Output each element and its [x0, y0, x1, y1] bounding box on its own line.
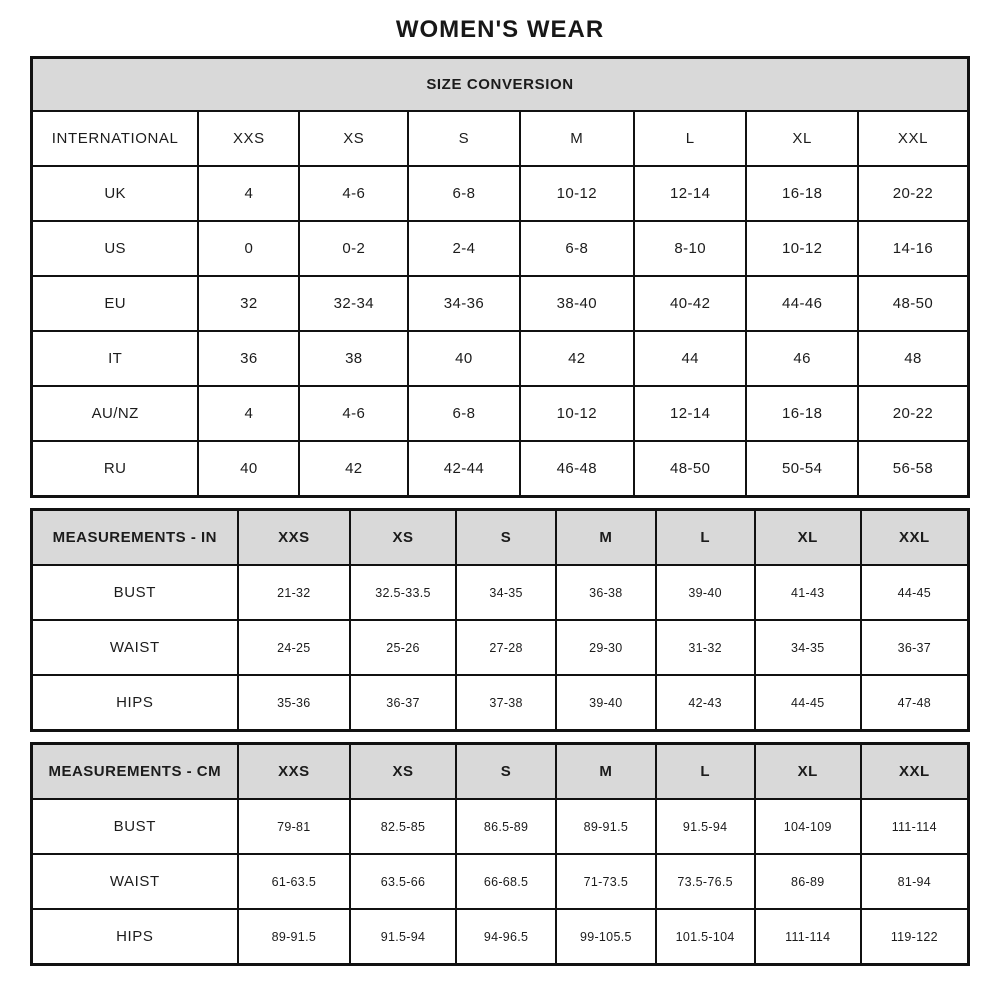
measurement-value: 21-32 [238, 565, 350, 620]
column-header-l: L [656, 510, 755, 566]
column-header-xs: XS [350, 510, 456, 566]
size-value: 8-10 [634, 221, 746, 276]
column-header-xxl: XXL [861, 744, 969, 800]
size-value: 46-48 [520, 441, 634, 497]
measurement-value: 99-105.5 [556, 909, 655, 965]
size-value: 0 [198, 221, 299, 276]
measurement-value: 111-114 [861, 799, 969, 854]
size-value: 10-12 [520, 166, 634, 221]
size-value: 2-4 [408, 221, 520, 276]
measurements-in-table [30, 508, 970, 732]
size-value: 12-14 [634, 166, 746, 221]
size-value: 10-12 [746, 221, 858, 276]
column-header-xl: XL [755, 510, 861, 566]
size-value: 16-18 [746, 386, 858, 441]
table-row-us [32, 221, 969, 276]
table-row-bust-in [32, 565, 969, 620]
measurement-value: 79-81 [238, 799, 350, 854]
measurement-value: 44-45 [755, 675, 861, 731]
measurement-value: 34-35 [755, 620, 861, 675]
size-value: 16-18 [746, 166, 858, 221]
measurement-value: 44-45 [861, 565, 969, 620]
size-value: 46 [746, 331, 858, 386]
size-value: 44-46 [746, 276, 858, 331]
table-row-ru [32, 441, 969, 497]
measurement-value: 91.5-94 [656, 799, 755, 854]
row-label: UK [32, 166, 199, 221]
column-header-xxs: XXS [238, 510, 350, 566]
row-label: BUST [32, 799, 238, 854]
size-value: 38 [299, 331, 408, 386]
size-value: 4-6 [299, 386, 408, 441]
row-label: WAIST [32, 854, 238, 909]
table-row-hips-cm [32, 909, 969, 965]
measurement-value: 29-30 [556, 620, 655, 675]
measurement-value: 89-91.5 [238, 909, 350, 965]
row-label: HIPS [32, 909, 238, 965]
column-header-s: S [456, 744, 556, 800]
table-row-eu [32, 276, 969, 331]
row-label: HIPS [32, 675, 238, 731]
table-row-uk [32, 166, 969, 221]
column-header-s: S [456, 510, 556, 566]
measurement-value: 35-36 [238, 675, 350, 731]
column-header-xxl: XXL [861, 510, 969, 566]
size-value: 32 [198, 276, 299, 331]
measurement-value: 39-40 [556, 675, 655, 731]
measurement-value: 36-38 [556, 565, 655, 620]
measurements-cm-title: MEASUREMENTS - CM [32, 744, 238, 800]
size-value: 32-34 [299, 276, 408, 331]
measurement-value: 119-122 [861, 909, 969, 965]
table-row-bust-cm [32, 799, 969, 854]
column-header-international: INTERNATIONAL [32, 111, 199, 166]
size-value: 44 [634, 331, 746, 386]
size-conversion-title: SIZE CONVERSION [32, 58, 969, 112]
size-value: 10-12 [520, 386, 634, 441]
size-value: 42 [299, 441, 408, 497]
table-row-aunz [32, 386, 969, 441]
table-row-waist-cm [32, 854, 969, 909]
size-value: 4-6 [299, 166, 408, 221]
measurement-value: 71-73.5 [556, 854, 655, 909]
size-value: 6-8 [520, 221, 634, 276]
size-value: 6-8 [408, 386, 520, 441]
column-header-xxl: XXL [858, 111, 969, 166]
measurement-value: 91.5-94 [350, 909, 456, 965]
size-value: 20-22 [858, 166, 969, 221]
measurement-value: 31-32 [656, 620, 755, 675]
size-value: 48-50 [858, 276, 969, 331]
size-value: 14-16 [858, 221, 969, 276]
measurement-value: 111-114 [755, 909, 861, 965]
size-value: 50-54 [746, 441, 858, 497]
size-value: 38-40 [520, 276, 634, 331]
measurements-cm-table [30, 742, 970, 966]
size-conversion-band-row [32, 58, 969, 112]
page-title: WOMEN'S WEAR [395, 16, 605, 43]
measurement-value: 41-43 [755, 565, 861, 620]
column-header-xl: XL [746, 111, 858, 166]
size-value: 48-50 [634, 441, 746, 497]
size-value: 12-14 [634, 386, 746, 441]
row-label: US [32, 221, 199, 276]
size-value: 48 [858, 331, 969, 386]
measurement-value: 86-89 [755, 854, 861, 909]
measurements-in-title: MEASUREMENTS - IN [32, 510, 238, 566]
size-conversion-table [30, 56, 970, 498]
column-header-xxs: XXS [238, 744, 350, 800]
size-value: 40 [408, 331, 520, 386]
column-header-l: L [656, 744, 755, 800]
size-conversion-header-row [32, 111, 969, 166]
measurement-value: 63.5-66 [350, 854, 456, 909]
row-label: WAIST [32, 620, 238, 675]
measurement-value: 24-25 [238, 620, 350, 675]
row-label: BUST [32, 565, 238, 620]
measurement-value: 36-37 [350, 675, 456, 731]
column-header-xxs: XXS [198, 111, 299, 166]
size-value: 40-42 [634, 276, 746, 331]
size-value: 42 [520, 331, 634, 386]
measurement-value: 81-94 [861, 854, 969, 909]
row-label: EU [32, 276, 199, 331]
row-label: IT [32, 331, 199, 386]
measurement-value: 61-63.5 [238, 854, 350, 909]
measurement-value: 32.5-33.5 [350, 565, 456, 620]
measurements-cm-header-row [32, 744, 969, 800]
measurement-value: 82.5-85 [350, 799, 456, 854]
size-value: 20-22 [858, 386, 969, 441]
measurement-value: 47-48 [861, 675, 969, 731]
table-row-waist-in [32, 620, 969, 675]
measurements-in-header-row [32, 510, 969, 566]
column-header-xs: XS [350, 744, 456, 800]
column-header-m: M [556, 510, 655, 566]
row-label: AU/NZ [32, 386, 199, 441]
measurement-value: 66-68.5 [456, 854, 556, 909]
column-header-s: S [408, 111, 520, 166]
measurement-value: 37-38 [456, 675, 556, 731]
measurement-value: 39-40 [656, 565, 755, 620]
measurement-value: 36-37 [861, 620, 969, 675]
size-value: 42-44 [408, 441, 520, 497]
measurement-value: 104-109 [755, 799, 861, 854]
measurement-value: 42-43 [656, 675, 755, 731]
measurement-value: 94-96.5 [456, 909, 556, 965]
measurement-value: 89-91.5 [556, 799, 655, 854]
size-value: 4 [198, 386, 299, 441]
measurement-value: 73.5-76.5 [656, 854, 755, 909]
size-value: 34-36 [408, 276, 520, 331]
size-value: 6-8 [408, 166, 520, 221]
measurement-value: 27-28 [456, 620, 556, 675]
measurement-value: 101.5-104 [656, 909, 755, 965]
measurement-value: 25-26 [350, 620, 456, 675]
table-row-it [32, 331, 969, 386]
size-value: 56-58 [858, 441, 969, 497]
size-value: 36 [198, 331, 299, 386]
tables-container [30, 56, 970, 966]
row-label: RU [32, 441, 199, 497]
measurement-value: 34-35 [456, 565, 556, 620]
column-header-m: M [556, 744, 655, 800]
table-row-hips-in [32, 675, 969, 731]
column-header-xs: XS [299, 111, 408, 166]
size-value: 0-2 [299, 221, 408, 276]
column-header-l: L [634, 111, 746, 166]
column-header-m: M [520, 111, 634, 166]
measurement-value: 86.5-89 [456, 799, 556, 854]
column-header-xl: XL [755, 744, 861, 800]
size-value: 4 [198, 166, 299, 221]
size-value: 40 [198, 441, 299, 497]
